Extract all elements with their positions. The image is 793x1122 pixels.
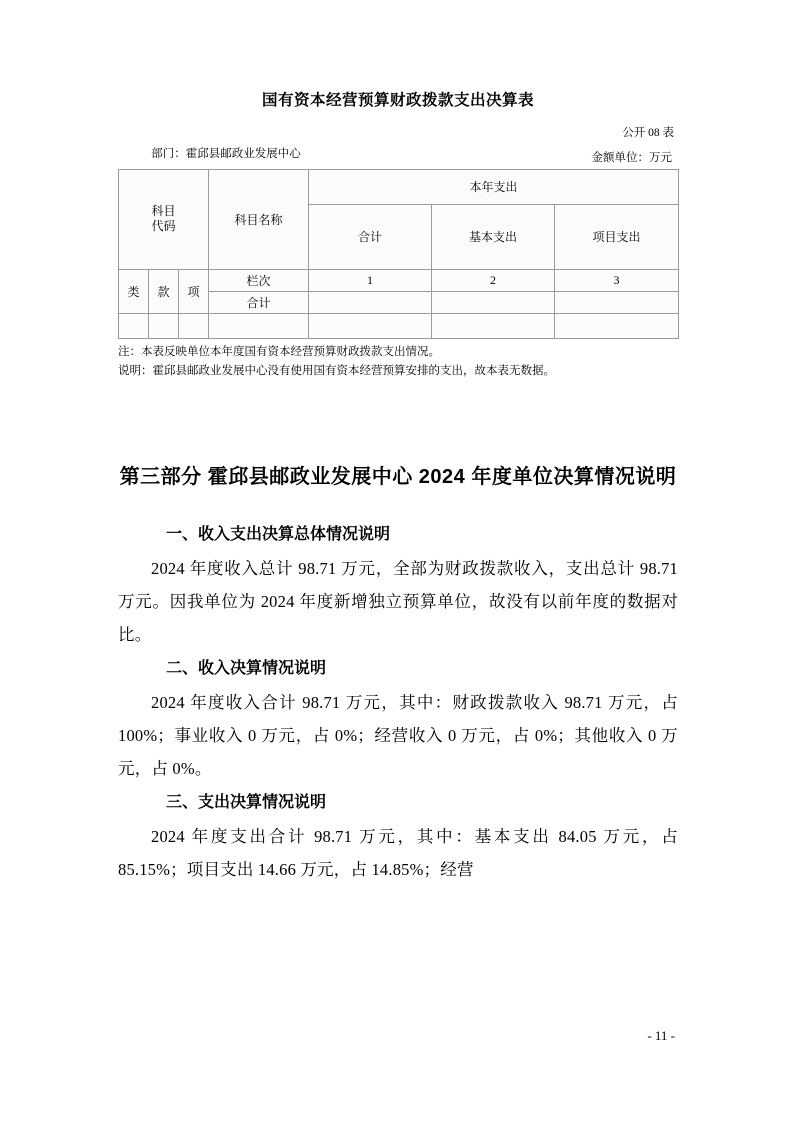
cell-lei: 类 (119, 269, 149, 313)
expenditure-table (118, 169, 679, 339)
header-cell-total: 合计 (309, 204, 432, 269)
cell-kuan: 款 (149, 269, 179, 313)
page-title: 国有资本经营预算财政拨款支出决算表 (261, 92, 534, 109)
page-number: - 11 - (647, 1028, 675, 1043)
header-cell-subject-code (119, 169, 209, 269)
cell-total-label: 合计 (209, 291, 309, 313)
cell-total-value-3 (555, 291, 679, 313)
cell-empty-xiang (179, 313, 209, 338)
cell-xiang: 项 (179, 269, 209, 313)
cell-empty-name (209, 313, 309, 338)
section-heading-3: 三、支出决算情况说明 (166, 794, 327, 811)
section-expenditure-settlement (118, 789, 678, 886)
cell-empty-project (555, 313, 679, 338)
cell-col-index-1: 1 (309, 269, 432, 291)
table-notes (118, 343, 678, 381)
section-paragraph-2: 2024 年度收入合计 98.71 万元，其中：财政拨款收入 98.71 万元，占 100%；事业收入 0 万元，占 0%；经营收入 0 万元，占 0%；其他收入 0 万元，占 0%。 (118, 693, 678, 778)
department-label: 部门：霍邱县邮政业发展中心 (151, 148, 301, 160)
header-code-line1: 科目 (151, 204, 176, 219)
cell-col-index-3: 3 (555, 269, 679, 291)
cell-empty-kuan (149, 313, 179, 338)
cell-empty-total (309, 313, 432, 338)
cell-total-value-2 (432, 291, 555, 313)
report-body-section (118, 462, 678, 890)
section-heading-2: 二、收入决算情况说明 (166, 660, 327, 677)
table-header-row (119, 169, 679, 204)
table-number-label: 公开 08 表 (622, 127, 674, 139)
table-column-index-row (119, 269, 679, 291)
section-paragraph-1: 2024 年度收入总计 98.71 万元，全部为财政拨款收入，支出总计 98.71 万元。因我单位为 2024 年度新增独立预算单位，故没有以前年度的数据对比。 (118, 559, 678, 644)
header-code-line2: 代码 (151, 219, 176, 234)
financial-table-section (118, 88, 678, 381)
header-cell-this-year: 本年支出 (309, 169, 679, 204)
header-cell-project: 项目支出 (555, 204, 679, 269)
section-paragraph-3: 2024 年度支出合计 98.71 万元，其中：基本支出 84.05 万元，占 85.15%；项目支出 14.66 万元，占 14.85%；经营 (118, 827, 678, 879)
header-cell-subject-name: 科目名称 (209, 169, 309, 269)
header-cell-basic: 基本支出 (432, 204, 555, 269)
cell-col-index-2: 2 (432, 269, 555, 291)
part-title: 第三部分 霍邱县邮政业发展中心 2024 年度单位决算情况说明 (119, 466, 677, 488)
section-heading-1: 一、收入支出决算总体情况说明 (166, 526, 391, 543)
section-income-expense-overview (118, 521, 678, 651)
cell-lanci: 栏次 (209, 269, 309, 291)
amount-unit-label: 金额单位：万元 (591, 151, 672, 164)
section-income-settlement (118, 655, 678, 785)
table-note-2: 说明：霍邱县邮政业发展中心没有使用国有资本经营预算安排的支出，故本表无数据。 (118, 364, 555, 377)
table-empty-row (119, 313, 679, 338)
table-note-1: 注：本表反映单位本年度国有资本经营预算财政拨款支出情况。 (118, 345, 440, 358)
cell-empty-lei (119, 313, 149, 338)
cell-empty-basic (432, 313, 555, 338)
cell-total-value-1 (309, 291, 432, 313)
